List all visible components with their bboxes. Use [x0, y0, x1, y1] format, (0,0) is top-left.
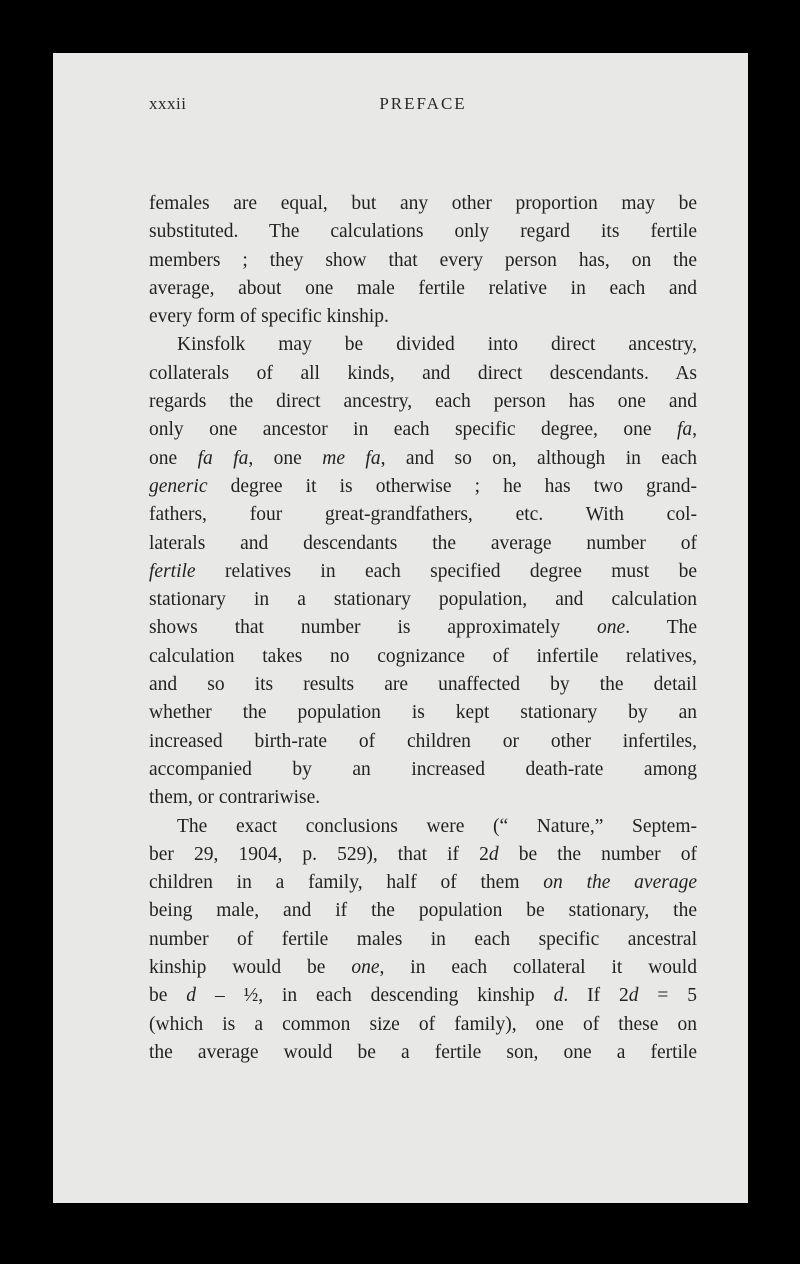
text-line: fertile relatives in each specified degree must be — [149, 560, 697, 582]
text-line: number of fertile males in each specific ancestral — [149, 928, 697, 950]
text-line: females are equal, but any other proportion may be — [149, 193, 697, 214]
page-number: xxxii — [149, 94, 187, 113]
text-line: regards the direct ancestry, each person has one and — [149, 391, 697, 413]
text-line: Kinsfolk may be divided into direct ancestry, — [177, 334, 697, 356]
text-line: stationary in a stationary population, and calculation — [149, 589, 697, 611]
text-line: children in a family, half of them on the average — [149, 872, 697, 894]
text-line: (which is a common size of family), one of these on — [149, 1013, 697, 1035]
text-line: laterals and descendants the average number of — [149, 532, 697, 554]
text-line: substituted. The calculations only regard its fertile — [149, 221, 697, 243]
text-line: ber 29, 1904, p. 529), that if 2d be the number of — [149, 843, 697, 865]
text-line: only one ancestor in each specific degree, one fa, — [149, 419, 697, 441]
body-text — [149, 190, 697, 1067]
text-line: average, about one male fertile relative in each and — [149, 277, 697, 299]
running-head: PREFACE — [379, 94, 467, 113]
text-line: shows that number is approximately one. The — [149, 617, 698, 639]
text-line: members ; they show that every person has, on the — [149, 249, 697, 271]
text-line: them, or contrariwise. — [149, 787, 321, 809]
text-line: whether the population is kept stationary by an — [149, 702, 697, 724]
text-line: kinship would be one, in each collateral it would — [149, 957, 697, 979]
text-line: the average would be a fertile son, one a fertile — [149, 1041, 697, 1063]
text-line: calculation takes no cognizance of infertile relatives, — [149, 645, 697, 667]
text-line: accompanied by an increased death-rate among — [149, 758, 697, 780]
text-line: The exact conclusions were (“ Nature,” Septem- — [177, 815, 697, 837]
text-line: fathers, four great-grandfathers, etc. With col- — [149, 504, 697, 526]
text-line: and so its results are unaffected by the detail — [149, 674, 697, 696]
text-line: every form of specific kinship. — [149, 306, 389, 328]
text-line: being male, and if the population be stationary, the — [149, 900, 697, 922]
text-line: be d – ½, in each descending kinship d. If 2d = 5 — [149, 985, 697, 1007]
text-line: increased birth-rate of children or other infertiles, — [149, 730, 697, 752]
text-line: generic degree it is otherwise ; he has two grand- — [149, 475, 697, 497]
text-line: one fa fa, one me fa, and so on, although in each — [149, 447, 698, 469]
text-line: collaterals of all kinds, and direct descendants. As — [149, 362, 697, 384]
page-header — [149, 94, 697, 124]
